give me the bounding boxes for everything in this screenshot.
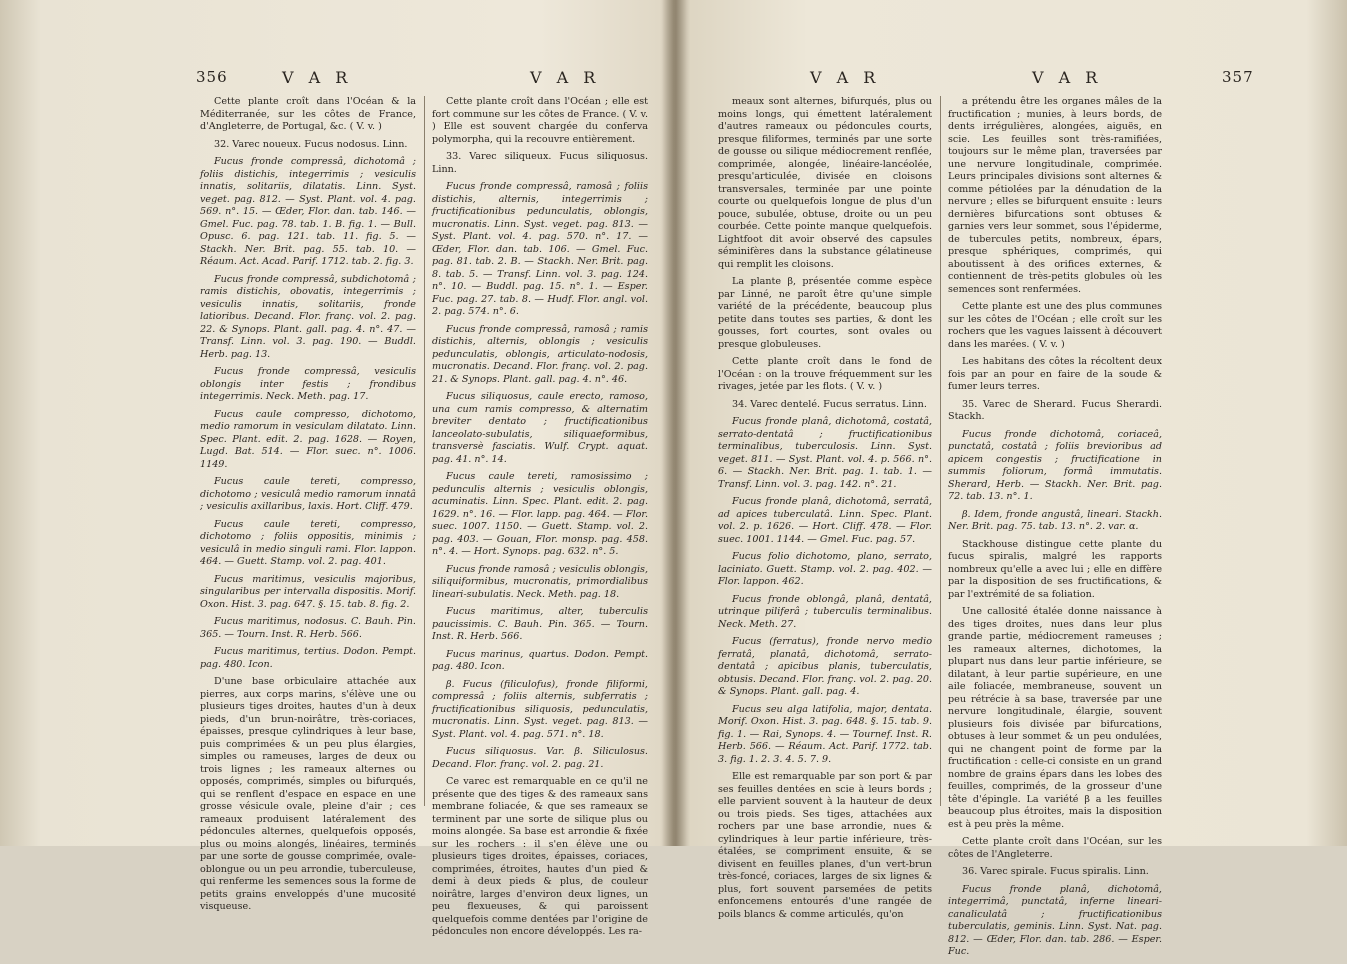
synonym-paragraph: β. Idem, fronde angustâ, lineari. Stackh. Ner. Brit. pag. 75. tab. 13. n°. 2. var. α. xyxy=(948,508,1162,532)
text-paragraph: Elle est remarquable par son port & par ses feuilles dentées en scie à leurs bords ; elle parvient souvent à la hauteur de deux ou trois pieds. Ses tiges, attachées aux rochers par une base arrondie, nues & cylindriques à leur partie inférieure, très-étalées, se compriment ensuite, & se divisent en feuilles planes, d'un vert-brun très-foncé, coriaces, larges de six lignes & plus, fort souvent parsemées de petits enfoncemens entourés d'une rangée de poils blancs & comme articulés, qu'on xyxy=(718,771,932,920)
synonym-paragraph: Fucus fronde compressâ, subdichotomâ ; ramis distichis, obovatis, integerrimis ; vesiculis innatis, solitariis, fronde latioribus. Decand. Flor. franç. vol. 2. pag. 22. & Synops. Plant. gall. pag. 4. n°. 47. — Transf. Linn. vol. 3. pag. 190. — Buddl. Herb. pag. 13. xyxy=(200,273,416,360)
synonym-paragraph: Fucus caule tereti, ramosissimo ; pedunculis alternis ; vesiculis oblongis, acuminatis. Linn. Spec. Plant. edit. 2. pag. 1629. n°. 16. — Flor. lapp. pag. 464. — Flor. suec. 1007. 1150. — Guett. Stamp. vol. 2. pag. 403. — Gouan, Flor. monsp. pag. 458. n°. 4. — Hort. Synops. pag. 632. n°. 5. xyxy=(432,471,648,557)
species-heading: 32. Varec noueux. Fucus nodosus. Linn. xyxy=(214,138,408,150)
text-paragraph: Cette plante croît dans l'Océan & la Méditerranée, sur les côtes de France, d'Angleterre, de Portugal, &c. ( V. v. ) xyxy=(200,96,416,132)
synonym-paragraph: Fucus (ferratus), fronde nervo medio ferratâ, planatâ, dichotomâ, serrato-dentatâ ; apicibus planis, tuberculatis, obtusis. Decand. Flor. franç. vol. 2. pag. 20. & Synops. Plant. gall. pag. 4. xyxy=(718,636,932,697)
text-paragraph: Les habitans des côtes la récoltent deux fois par an pour en faire de la soude & fumer leurs terres. xyxy=(948,356,1162,392)
species-heading: 36. Varec spirale. Fucus spiralis. Linn. xyxy=(962,866,1149,877)
text-paragraph: Cette plante est une des plus communes sur les côtes de l'Océan ; elle croît sur les rochers que les vagues laissent à découvert dans les marées. ( V. v. ) xyxy=(948,301,1162,350)
synonym-paragraph: Fucus fronde compressâ, vesiculis oblongis inter festis ; frondibus integerrimis. Neck. Meth. pag. 17. xyxy=(200,366,416,402)
synonym-paragraph: Fucus maritimus, alter, tuberculis paucissimis. C. Bauh. Pin. 365. — Tourn. Inst. R. Herb. 566. xyxy=(432,606,648,642)
text-paragraph: Cette plante croît dans l'Océan, sur les côtes de l'Angleterre. xyxy=(948,836,1162,860)
synonym-paragraph: Fucus fronde oblongâ, planâ, dentatâ, utrinque piliferâ ; tuberculis terminalibus. Neck. Meth. 27. xyxy=(718,593,932,630)
left-page xyxy=(0,0,664,937)
synonym-paragraph: Fucus fronde planâ, dichotomâ, costatâ, serrato-dentatâ ; fructificationibus terminalibus, tuberculosis. Linn. Syst. veget. 811. — Syst. Plant. vol. 4. p. 566. n°. 6. — Stackh. Ner. Brit. pag. 1. tab. 1. — Transf. Linn. vol. 3. pag. 142. n°. 21. xyxy=(718,416,932,490)
right-running-head-1: V A R xyxy=(810,68,881,87)
book-spine xyxy=(662,0,690,846)
text-paragraph: meaux sont alternes, bifurqués, plus ou moins longs, qui émettent latéralement d'autres rameaux ou pédoncules courts, presque filiformes, terminés par une sorte de gousse ou silique médiocrement renflée, comprimée, alongée, linéaire-lancéolée, presqu'articulée, divisée en cloisons transversales, terminée par une pointe courte ou quelquefois longue de plus d'un pouce, subulée, obtuse, droite ou un peu courbée. Cette pointe manque quelquefois. Lightfoot dit avoir observé des capsules séminifères dans la substance gélatineuse qui remplit les cloisons. xyxy=(718,96,932,270)
right-page xyxy=(690,0,1347,957)
synonym-paragraph: Fucus maritimus, vesiculis majoribus, singularibus per intervalla dispositis. Morif. Oxon. Hist. 3. pag. 647. §. 15. tab. 8. fig. 2. xyxy=(200,573,416,610)
text-paragraph: La plante β, présentée comme espèce par Linné, ne paroît être qu'une simple variété de la précédente, beaucoup plus petite dans toutes ses parties, & dont les gousses, fort courtes, sont ovales ou presque globuleuses. xyxy=(718,276,932,350)
synonym-paragraph: Fucus siliquosus. Var. β. Siliculosus. Decand. Flor. franç. vol. 2. pag. 21. xyxy=(432,746,648,770)
left-running-head-1: V A R xyxy=(282,68,353,87)
synonym-paragraph: Fucus fronde compressâ, dichotomâ ; foliis distichis, integerrimis ; vesiculis innatis, solitariis, dilatatis. Linn. Syst. veget. pag. 812. — Syst. Plant. vol. 4. pag. 569. n°. 15. — Œder, Flor. dan. tab. 146. — Gmel. Fuc. pag. 78. tab. 1. B. fig. 1. — Bull. Opusc. 6. pag. 121. tab. 11. fig. 5. — Stackh. Ner. Brit. pag. 55. tab. 10. — Réaum. Act. Acad. Parif. 1712. tab. 2. fig. 3. xyxy=(200,156,416,267)
text-paragraph: Stackhouse distingue cette plante du fucus spiralis, malgré les rapports nombreux qu'elle a avec lui ; elle en diffère par la disposition de ses fructifications, & par l'extrémité de sa foliation. xyxy=(948,538,1162,600)
synonym-paragraph: Fucus fronde planâ, dichotomâ, serratâ, ad apices tuberculatâ. Linn. Spec. Plant. vol. 2. p. 1626. — Hort. Cliff. 478. — Flor. suec. 1001. 1144. — Gmel. Fuc. pag. 57. xyxy=(718,496,932,545)
synonym-paragraph: Fucus folio dichotomo, plano, serrato, laciniato. Guett. Stamp. vol. 2. pag. 402. — Flor. lappon. 462. xyxy=(718,551,932,587)
right-column-rule xyxy=(940,96,941,806)
text-paragraph: Ce varec est remarquable en ce qu'il ne présente que des tiges & des rameaux sans membrane foliacée, & que ses rameaux se terminent par une sorte de silique plus ou moins alongée. Sa base est arrondie & fixée sur les rochers : il s'en élève une ou plusieurs tiges droites, épaisses, coriaces, comprimées, étroites, hautes d'un pied & demi à deux pieds & plus, de couleur noirâtre, larges d'environ deux lignes, un peu flexueuses, & qui paroissent quelquefois comme dentées par l'origine de pédoncules non encore développés. Les ra- xyxy=(432,776,648,937)
text-paragraph: D'une base orbiculaire attachée aux pierres, aux corps marins, s'élève une ou plusieurs tiges droites, hautes d'un à deux pieds, d'un brun-noirâtre, très-coriaces, épaisses, presque cylindriques à leur base, puis comprimées & un peu plus élargies, simples ou rameuses, larges de deux ou trois lignes ; les rameaux alternes ou opposés, comprimés, simples ou bifurqués, qui se renflent d'espace en espace en une grosse vésicule ovale, pleine d'air ; ces rameaux produisent latéralement des pédoncules alternes, quelquefois opposés, plus ou moins alongés, linéaires, terminés par une sorte de gousse comprimée, ovale-oblongue ou un peu arrondie, tuberculeuse, qui renferme les semences sous la forme de petits grains enveloppés d'une mucosité visqueuse. xyxy=(200,676,416,912)
synonym-paragraph: Fucus marinus, quartus. Dodon. Pempt. pag. 480. Icon. xyxy=(432,648,648,672)
text-paragraph: Cette plante croît dans l'Océan ; elle est fort commune sur les côtes de France. ( V. v. ) Elle est souvent chargée du conferva polymorpha, qui la recouvre entièrement. xyxy=(432,96,648,145)
left-running-head-2: V A R xyxy=(530,68,601,87)
left-column-1 xyxy=(200,96,416,919)
synonym-paragraph: Fucus fronde planâ, dichotomâ, integerrimâ, punctatâ, inferne lineari-canaliculatâ ; fructificationibus tuberculatis, geminis. Linn. Syst. Nat. pag. 812. — Œder, Flor. dan. tab. 286. — Esper. Fuc. xyxy=(948,883,1162,957)
synonym-paragraph: Fucus fronde compressâ, ramosâ ; foliis distichis, alternis, integerrimis ; fructificationibus pedunculatis, oblongis, mucronatis. Linn. Syst. veget. pag. 813. — Syst. Plant. vol. 4. pag. 570. n°. 17. — Œder, Flor. dan. tab. 106. — Gmel. Fuc. pag. 81. tab. 2. B. — Stackh. Ner. Brit. pag. 8. tab. 5. — Transf. Linn. vol. 3. pag. 124. n°. 10. — Buddl. pag. 15. n°. 1. — Esper. Fuc. pag. 27. tab. 8. — Hudf. Flor. angl. vol. 2. pag. 574. n°. 6. xyxy=(432,181,648,317)
synonym-paragraph: Fucus maritimus, nodosus. C. Bauh. Pin. 365. — Tourn. Inst. R. Herb. 566. xyxy=(200,616,416,640)
text-paragraph: Cette plante croît dans le fond de l'Océan : on la trouve fréquemment sur les rivages, jetée par les flots. ( V. v. ) xyxy=(718,356,932,392)
synonym-paragraph: Fucus caule compresso, dichotomo, medio ramorum in vesiculam dilatato. Linn. Spec. Plant. edit. 2. pag. 1628. — Royen, Lugd. Bat. 514. — Flor. suec. n°. 1006. 1149. xyxy=(200,408,416,470)
synonym-paragraph: Fucus fronde ramosâ ; vesiculis oblongis, siliquiformibus, mucronatis, primordialibus lineari-subulatis. Neck. Meth. pag. 18. xyxy=(432,563,648,600)
right-page-number: 357 xyxy=(1222,68,1254,86)
right-column-2 xyxy=(948,96,1162,964)
synonym-paragraph: Fucus maritimus, tertius. Dodon. Pempt. pag. 480. Icon. xyxy=(200,646,416,670)
synonym-paragraph: β. Fucus (filiculofus), fronde filiformi, compressâ ; foliis alternis, subferratis ; fructificationibus siliquosis, pedunculatis, mucronatis. Linn. Syst. veget. pag. 813. — Syst. Plant. vol. 4. pag. 571. n°. 18. xyxy=(432,678,648,740)
synonym-paragraph: Fucus caule tereti, compresso, dichotomo ; foliis oppositis, minimis ; vesiculâ in medio singuli rami. Flor. lappon. 464. — Guett. Stamp. vol. 2. pag. 401. xyxy=(200,518,416,567)
synonym-paragraph: Fucus fronde dichotomâ, coriaceâ, punctatâ, costatâ ; foliis brevioribus ad apicem congestis ; fructificatione in summis foliorum, formâ immutatis. Sherard, Herb. — Stackh. Ner. Brit. pag. 72. tab. 13. n°. 1. xyxy=(948,428,1162,502)
synonym-paragraph: Fucus fronde compressâ, ramosâ ; ramis distichis, alternis, oblongis ; vesiculis pedunculatis, oblongis, articulato-nodosis, mucronatis. Decand. Flor. franç. vol. 2. pag. 21. & Synops. Plant. gall. pag. 4. n°. 46. xyxy=(432,323,648,385)
species-heading: 35. Varec de Sherard. Fucus Sherardi. Stackh. xyxy=(948,398,1162,422)
left-page-number: 356 xyxy=(196,68,228,86)
synonym-paragraph: Fucus caule tereti, compresso, dichotomo ; vesiculâ medio ramorum innatâ ; vesiculis axillaribus, laxis. Hort. Cliff. 479. xyxy=(200,476,416,512)
species-heading: 33. Varec siliqueux. Fucus siliquosus. Linn. xyxy=(432,151,648,175)
species-heading: 34. Varec dentelé. Fucus serratus. Linn. xyxy=(732,398,927,410)
right-running-head-2: V A R xyxy=(1032,68,1103,87)
text-paragraph: Une callosité étalée donne naissance à des tiges droites, nues dans leur plus grande partie, médiocrement rameuses ; les rameaux alternes, dichotomes, la plupart nus dans leur partie inférieure, se dilatant, à leur partie supérieure, en une aile foliacée, membraneuse, souvent un peu rétrécie à sa base, traversée par une nervure longitudinale, élargie, souvent plusieurs fois divisée par bifurcations, obtuses à leur sommet & un peu ondulées, qui ne changent point de forme par la fructification : celle-ci consiste en un grand nombre de grains épars dans les lobes des feuilles, comprimés, de la grosseur d'une tête d'épingle. La variété β a les feuilles beaucoup plus étroites, mais la disposition est à peu près la même. xyxy=(948,606,1162,830)
synonym-paragraph: Fucus siliquosus, caule erecto, ramoso, una cum ramis compresso, & alternatim breviter dentato ; fructificationibus lanceolato-subulatis, siliquaeformibus, transversè fasciatis. Wulf. Crypt. aquat. pag. 41. n°. 14. xyxy=(432,391,648,465)
left-column-2 xyxy=(432,96,648,944)
right-column-1 xyxy=(718,96,932,926)
left-column-rule xyxy=(424,96,425,806)
synonym-paragraph: Fucus seu alga latifolia, major, dentata. Morif. Oxon. Hist. 3. pag. 648. §. 15. tab. 9. fig. 1. — Rai, Synops. 4. — Tournef. Inst. R. Herb. 566. — Réaum. Act. Parif. 1772. tab. 3. fig. 1. 2. 3. 4. 5. 7. 9. xyxy=(718,703,932,765)
text-paragraph: a prétendu être les organes mâles de la fructification ; munies, à leurs bords, de dents irrégulières, alongées, aiguës, en scie. Les feuilles sont très-ramifiées, toujours sur le même plan, traversées par une nervure longitudinale, comprimée. Leurs principales divisions sont alternes & comme pétiolées par la dénudation de la nervure ; elles se bifurquent ensuite : leurs dernières bifurcations sont obtuses & garnies vers leur sommet, sous l'épiderme, de tubercules petits, nombreux, épars, presque sphériques, comprimés, qui aboutissent à des orifices externes, & contiennent de très-petits globules où les semences sont renfermées. xyxy=(948,96,1162,295)
